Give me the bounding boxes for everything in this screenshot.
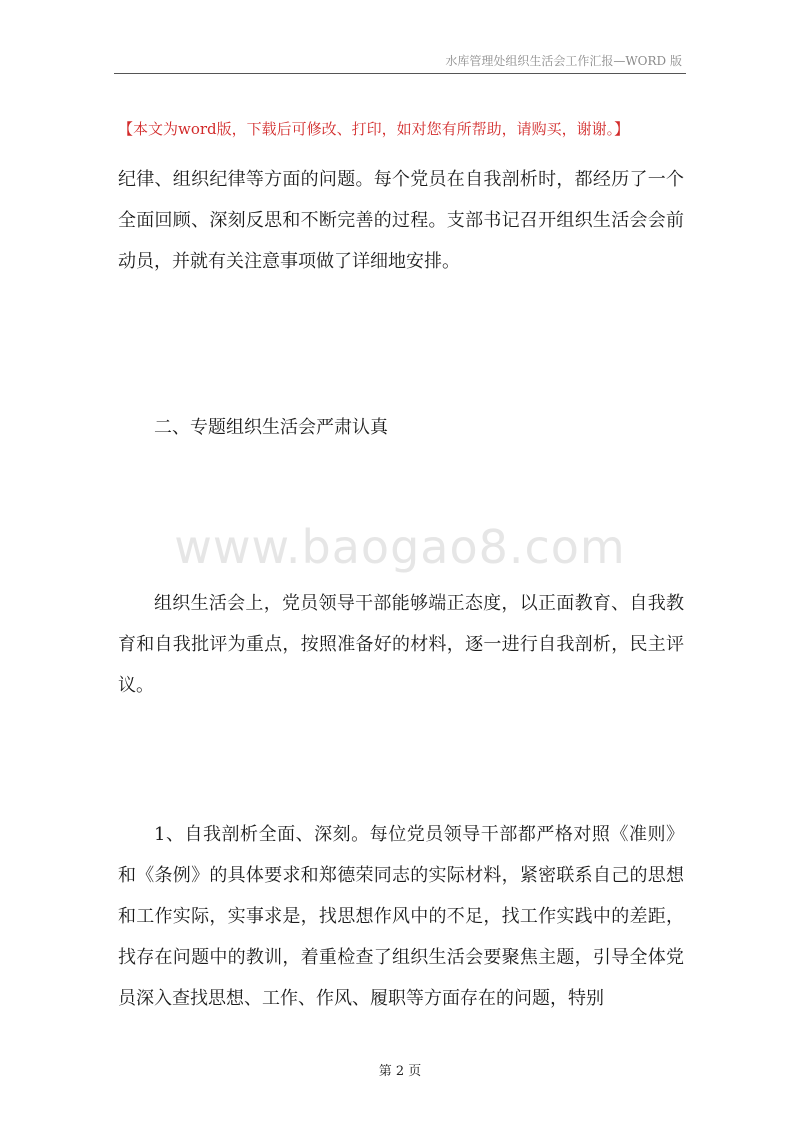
page-number: 第 2 页 (378, 1064, 422, 1079)
body-paragraph-1: 纪律、组织纪律等方面的问题。每个党员在自我剖析时，都经历了一个全面回顾、深刻反思和不断完善的过程。支部书记召开组织生活会会前动员，并就有关注意事项做了详细地安排。 (118, 169, 684, 272)
section-heading: 二、专题组织生活会严肃认真 (154, 417, 388, 438)
body-paragraph-3: 1、自我剖析全面、深刻。每位党员领导干部都严格对照《准则》和《条例》的具体要求和郑德荣同志的实际材料，紧密联系自己的思想和工作实际，实事求是，找思想作风中的不足，找工作实践中的差距，找存在问题中的教训，着重检查了组织生活会要聚焦主题，引导全体党员深入查找思想、工作、作风、履职等方面存在的问题，特别 (118, 824, 684, 1009)
body-paragraph-2: 组织生活会上，党员领导干部能够端正态度，以正面教育、自我教育和自我批评为重点，按照准备好的材料，逐一进行自我剖析，民主评议。 (118, 593, 684, 696)
header-divider (114, 73, 686, 74)
watermark-text: www.baogao8.com (174, 520, 626, 574)
document-header-title: 水库管理处组织生活会工作汇报—WORD 版 (445, 54, 682, 68)
purchase-notice: 【本文为word版，下载后可修改、打印，如对您有所帮助，请购买，谢谢。】 (118, 120, 630, 138)
